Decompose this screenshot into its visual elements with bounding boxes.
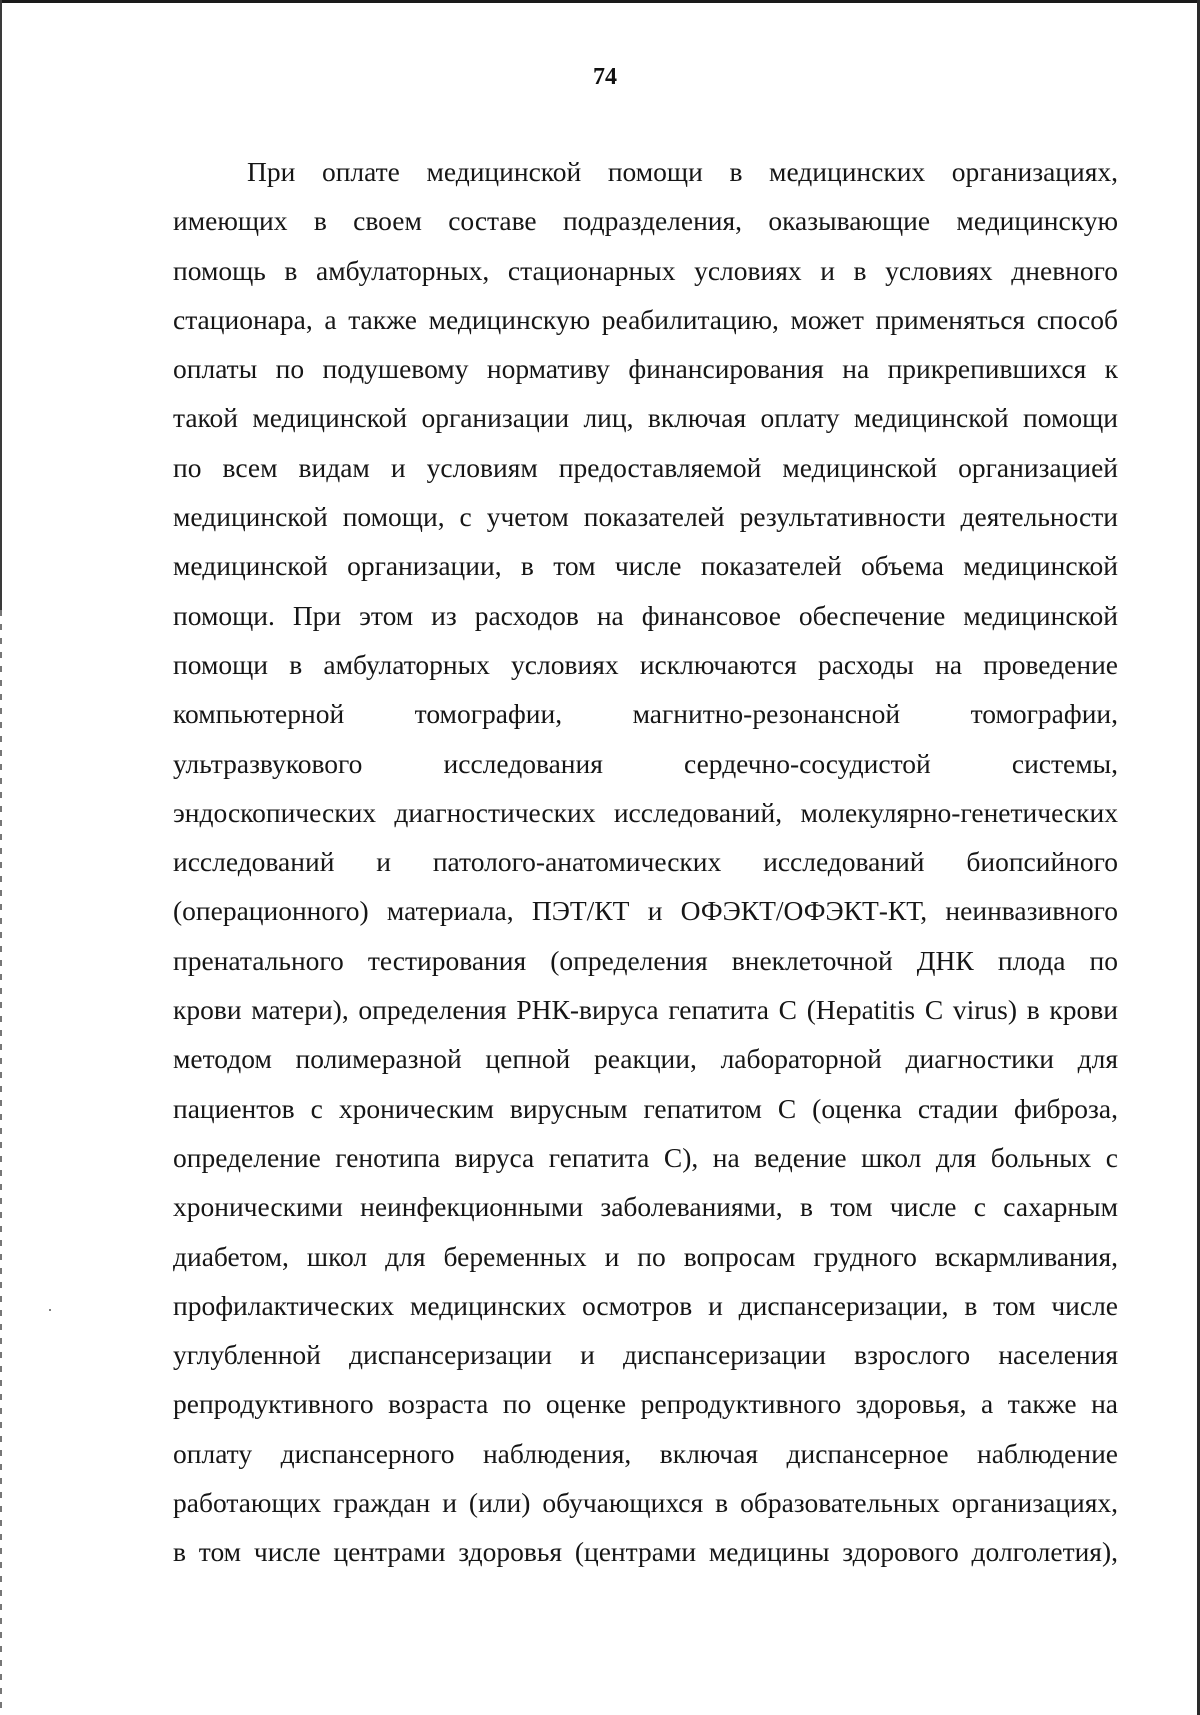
paragraph-line: ультразвукового исследования сердечно-сосудистой системы, bbox=[173, 747, 1118, 779]
paragraph-line: углубленной диспансеризации и диспансеризации взрослого населения bbox=[173, 1339, 1118, 1371]
paragraph-line: определение генотипа вируса гепатита С), на ведение школ для больных с bbox=[173, 1141, 1118, 1173]
paragraph-line: в том числе центрами здоровья (центрами медицины здорового долголетия), bbox=[173, 1536, 1118, 1568]
paragraph-line: помощь в амбулаторных, стационарных условиях и в условиях дневного bbox=[173, 254, 1118, 286]
paragraph-line: оплату диспансерного наблюдения, включая диспансерное наблюдение bbox=[173, 1437, 1118, 1469]
paragraph-line: крови матери), определения РНК-вируса гепатита С (Hepatitis C virus) в крови bbox=[173, 994, 1118, 1026]
paragraph-line: медицинской помощи, с учетом показателей результативности деятельности bbox=[173, 501, 1118, 533]
paragraph-line: компьютерной томографии, магнитно-резонансной томографии, bbox=[173, 698, 1118, 730]
paragraph-line: пациентов с хроническим вирусным гепатитом С (оценка стадии фиброза, bbox=[173, 1092, 1118, 1124]
scan-speck bbox=[49, 1309, 51, 1311]
paragraph-line: эндоскопических диагностических исследований, молекулярно-генетических bbox=[173, 796, 1118, 828]
paragraph-line: хроническими неинфекционными заболеваниями, в том числе с сахарным bbox=[173, 1191, 1118, 1223]
paragraph-line: оплаты по подушевому нормативу финансирования на прикрепившихся к bbox=[173, 353, 1118, 385]
paragraph-line: помощи. При этом из расходов на финансовое обеспечение медицинской bbox=[173, 599, 1118, 631]
paragraph-line: репродуктивного возраста по оценке репродуктивного здоровья, а также на bbox=[173, 1388, 1118, 1420]
paragraph-line: медицинской организации, в том числе показателей объема медицинской bbox=[173, 550, 1118, 582]
paragraph-line: пренатального тестирования (определения внеклеточной ДНК плода по bbox=[173, 944, 1118, 976]
paragraph-line: профилактических медицинских осмотров и диспансеризации, в том числе bbox=[173, 1289, 1118, 1321]
paragraph-line: такой медицинской организации лиц, включая оплату медицинской помощи bbox=[173, 402, 1118, 434]
paragraph bbox=[173, 147, 1118, 1577]
paragraph-line: методом полимеразной цепной реакции, лабораторной диагностики для bbox=[173, 1043, 1118, 1075]
scan-border-left bbox=[0, 0, 2, 610]
paragraph-line: помощи в амбулаторных условиях исключаются расходы на проведение bbox=[173, 648, 1118, 680]
scan-border-left-dashed bbox=[0, 610, 2, 1710]
paragraph-line: (операционного) материала, ПЭТ/КТ и ОФЭКТ/ОФЭКТ-КТ, неинвазивного bbox=[173, 895, 1118, 927]
page-number: 74 bbox=[593, 64, 617, 90]
paragraph-line: исследований и патолого-анатомических исследований биопсийного bbox=[173, 846, 1118, 878]
scan-border-top bbox=[0, 0, 1200, 3]
paragraph-line: имеющих в своем составе подразделения, оказывающие медицинскую bbox=[173, 205, 1118, 237]
paragraph-line: работающих граждан и (или) обучающихся в образовательных организациях, bbox=[173, 1487, 1118, 1519]
paragraph-line: по всем видам и условиям предоставляемой медицинской организацией bbox=[173, 451, 1118, 483]
paragraph-line: При оплате медицинской помощи в медицинских организациях, bbox=[247, 156, 1118, 187]
paragraph-line: диабетом, школ для беременных и по вопросам грудного вскармливания, bbox=[173, 1240, 1118, 1272]
paragraph-line: стационара, а также медицинскую реабилитацию, может применяться способ bbox=[173, 303, 1118, 335]
